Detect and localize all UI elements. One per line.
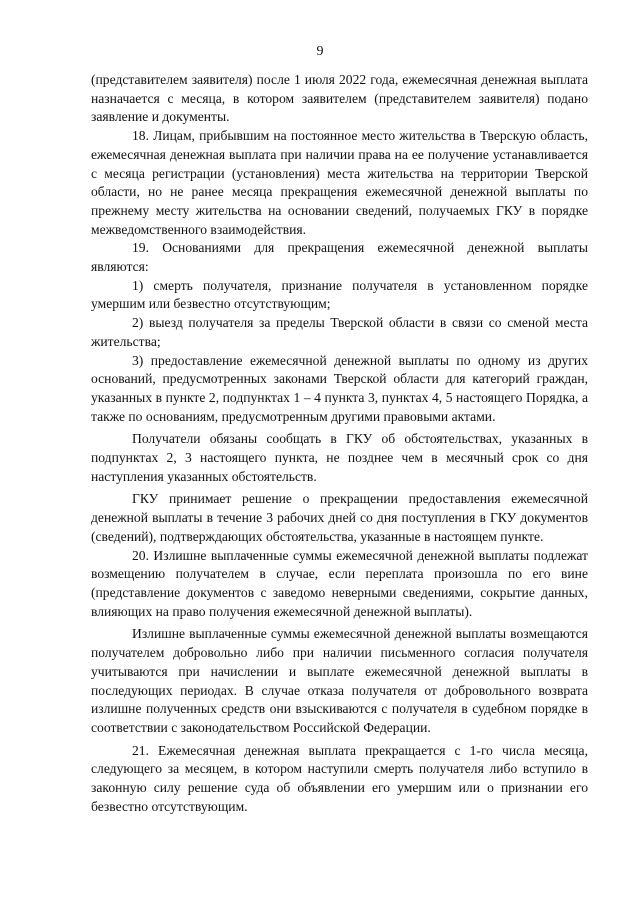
paragraph-19-decision: ГКУ принимает решение о прекращении предоставления ежемесячной денежной выплаты в течение 3 рабочих дней со дня поступления в ГКУ документов (сведений), подтверждающих обстоятельства, указанные в настоящем пункте. [91,491,588,544]
paragraph-19-obligations: Получатели обязаны сообщать в ГКУ об обстоятельствах, указанных в подпунктах 2, 3 настоящего пункта, не позднее чем в месячный срок со дня наступления указанных обстоятельств. [91,431,588,484]
paragraph-19-item-1: 1) смерть получателя, признание получателя в установленном порядке умершим или безвестно отсутствующим; [91,277,588,312]
paragraph-19-item-3: 3) предоставление ежемесячной денежной выплаты по одному из других оснований, предусмотренных законами Тверской области для категорий граждан, указанных в пункте 2, подпунктах 1 – 4 пункта 3, пунктах 4, 5 настоящего Порядка, а также по основаниям, предусмотренным другими правовыми актами. [91,352,588,424]
paragraph-17-continuation: (представителем заявителя) после 1 июля 2022 года, ежемесячная денежная выплата назначается с месяца, в котором заявителем (представителем заявителя) подано заявление и документы. [91,72,588,125]
page-number: 9 [316,44,324,59]
paragraph-19-item-2: 2) выезд получателя за пределы Тверской области в связи со сменой места жительства; [91,315,588,349]
paragraph-19: 19. Основаниями для прекращения ежемесячной денежной выплаты являются: [91,240,588,275]
paragraph-21: 21. Ежемесячная денежная выплата прекращается с 1-го числа месяца, следующего за месяцем, в котором наступили смерть получателя либо вступило в законную силу решение суда об объявлении его умершим или о признании его безвестно отсутствующим. [91,742,588,814]
paragraph-20-refund: Излишне выплаченные суммы ежемесячной денежной выплаты возмещаются получателем добровольно либо при наличии письменного согласия получателя учитываются при начислении и выплате ежемесячной денежной выплаты в последующих периодах. В случае отказа получателя от добровольного возврата излишне полученных средств они взыскиваются с получателя в судебном порядке в соответствии с законодательством Российской Федерации. [91,626,588,735]
paragraph-18: 18. Лицам, прибывшим на постоянное место жительства в Тверскую область, ежемесячная денежная выплата при наличии права на ее получение устанавливается с месяца регистрации (установления) места жительства на территории Тверской области, но не ранее месяца прекращения ежемесячной денежной выплаты по прежнему месту жительства на основании сведений, получаемых ГКУ в порядке межведомственного взаимодействия. [91,128,588,237]
document-body [91,71,588,816]
paragraph-20: 20. Излишне выплаченные суммы ежемесячной денежной выплаты подлежат возмещению получателем в случае, если переплата произошла по его вине (представление документов с заведомо неверными сведениями, сокрытие данных, влияющих на право получения ежемесячной денежной выплаты). [91,547,588,619]
